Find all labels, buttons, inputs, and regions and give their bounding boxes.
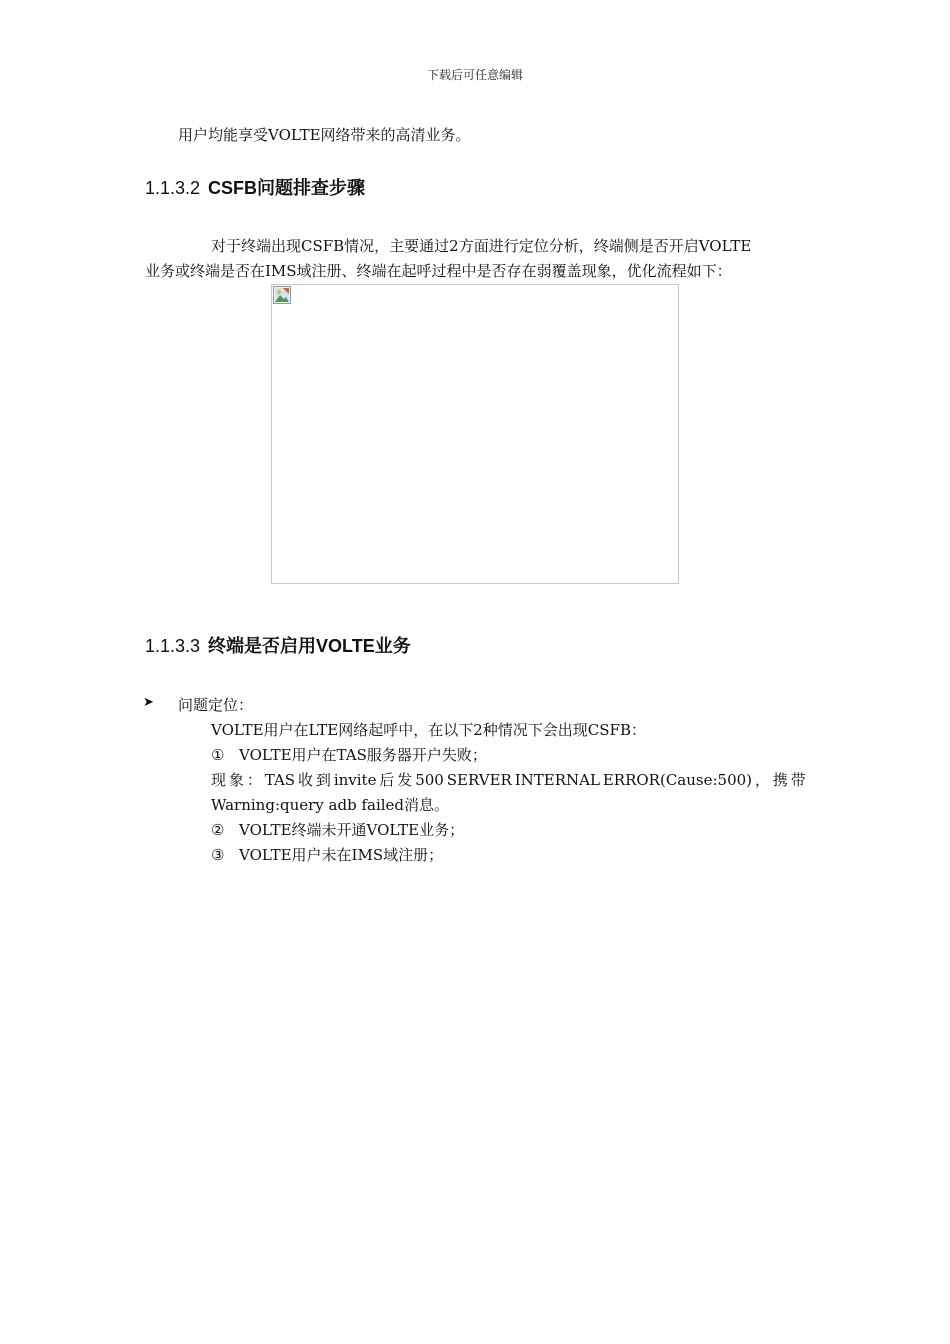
arrow-bullet-icon: ➤ <box>143 695 154 710</box>
phenomenon-word: 到 <box>315 771 331 789</box>
phenomenon-word: ， <box>754 771 770 789</box>
phenomenon-line2: Warning:query adb failed消息。 <box>211 796 450 814</box>
phenomenon-word: 500 <box>415 771 444 789</box>
heading-volte-number: 1.1.3.3 <box>145 636 201 656</box>
phenomenon-word: 现 <box>211 771 227 789</box>
list-item <box>211 818 464 843</box>
flowchart-figure-placeholder <box>271 284 679 584</box>
page-header-note: 下载后可任意编辑 <box>426 68 523 82</box>
phenomenon-word: 象 <box>228 771 244 789</box>
list-item-marker: ② <box>211 821 225 839</box>
phenomenon-word: ： <box>246 771 262 789</box>
csfb-cases-intro: VOLTE用户在LTE网络起呼中，在以下2种情况下会出现CSFB： <box>211 721 646 739</box>
phenomenon-word: 携 <box>772 771 788 789</box>
csfb-paragraph-line2: 业务或终端是否在IMS域注册、终端在起呼过程中是否存在弱覆盖现象，优化流程如下： <box>145 262 732 280</box>
phenomenon-word: ERROR(Cause:500) <box>602 771 753 789</box>
heading-csfb <box>145 174 365 200</box>
problem-location-label: 问题定位： <box>178 696 254 714</box>
phenomenon-word: invite <box>333 771 377 789</box>
broken-image-icon <box>273 286 291 304</box>
list-item-marker: ① <box>211 746 225 764</box>
phenomenon-word: 收 <box>297 771 313 789</box>
list-item <box>211 743 487 768</box>
list-item-text: VOLTE用户在TAS服务器开户失败； <box>239 746 487 764</box>
phenomenon-word: SERVER <box>446 771 512 789</box>
phenomenon-word: 后 <box>379 771 395 789</box>
heading-volte-title: 终端是否启用VOLTE业务 <box>208 636 411 656</box>
csfb-paragraph-line1: 对于终端出现CSFB情况，主要通过2方面进行定位分析，终端侧是否开启VOLTE <box>211 237 752 255</box>
phenomenon-word: INTERNAL <box>514 771 600 789</box>
heading-volte <box>145 632 411 658</box>
phenomenon-words <box>211 768 806 793</box>
intro-paragraph: 用户均能享受VOLTE网络带来的高清业务。 <box>178 126 471 144</box>
phenomenon-word: TAS <box>264 771 296 789</box>
list-item <box>211 843 443 868</box>
phenomenon-word: 发 <box>397 771 413 789</box>
phenomenon-line1 <box>211 768 806 793</box>
list-item-text: VOLTE用户未在IMS域注册； <box>239 846 444 864</box>
phenomenon-word: 带 <box>790 771 806 789</box>
list-item-marker: ③ <box>211 846 225 864</box>
list-item-text: VOLTE终端未开通VOLTE业务； <box>239 821 465 839</box>
heading-csfb-number: 1.1.3.2 <box>145 178 201 198</box>
heading-csfb-title: CSFB问题排查步骤 <box>208 178 366 198</box>
